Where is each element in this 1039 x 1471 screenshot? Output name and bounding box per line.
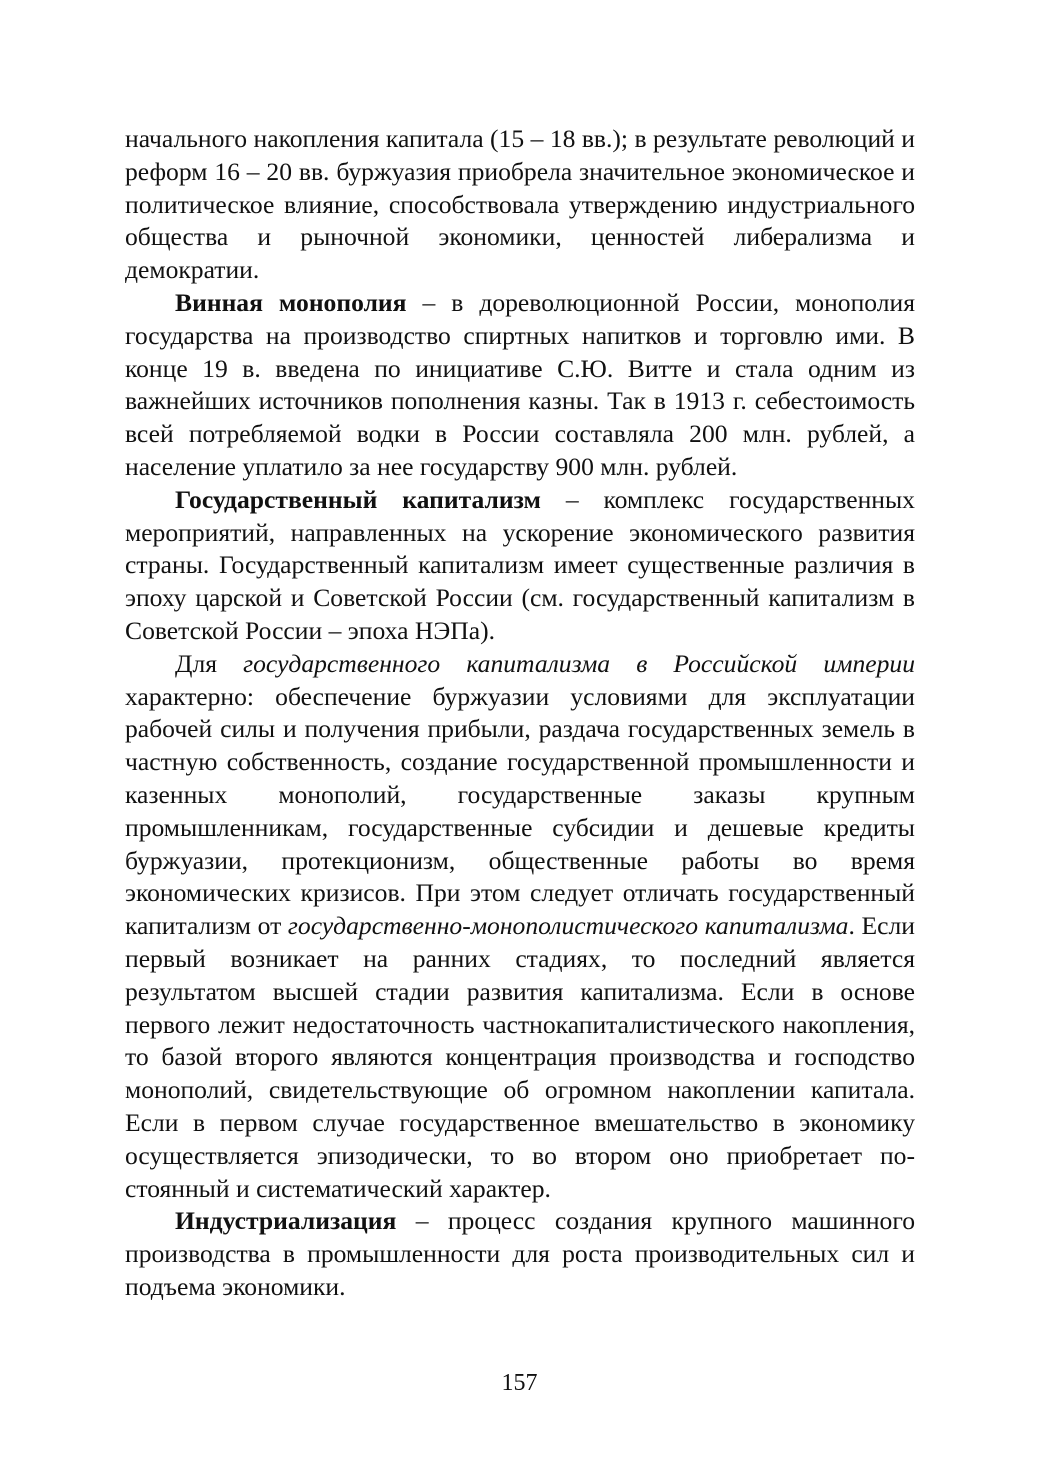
entry-definition: – в дореволюционной России, монополия государства на производство спиртных напитков и торговлю ими. В конце 19 в. введена по инициативе С.Ю. Витте и стала одним из важнейших источников пополнения казны. Так в 1913 г. себестоимость всей потребляемой водки в России составляла 200 млн. рублей, а население уплатило за нее государству 900 млн. рублей. [125, 287, 915, 481]
paragraph-state-capitalism-empire [125, 648, 915, 1206]
entry-industrialization [125, 1205, 915, 1303]
page-body [125, 123, 915, 1304]
paragraph-continuation [125, 123, 915, 287]
entry-term: Винная монополия [175, 287, 407, 317]
entry-term: Государственный капитализм [175, 484, 541, 514]
paragraph-text: . Если первый возникает на ранних стадиях, то последний является результатом высшей стадии развития капитализма. Если в основе первого лежит недостаточность частнокапиталистического накопления, то базой второго являются концентрация производства и господство монополий, свидетельствующие об огромном накоплении капитала. Если в первом случае государственное вмешательство в экономику осуществляется эпизодически, то во втором оно приобретает постоянный и систематический характер. [125, 911, 915, 1203]
entry-definition: – процесс создания крупного машинного производства в промышленности для роста производительных сил и подъема экономики. [125, 1206, 915, 1301]
entry-term: Индустриализация [175, 1206, 397, 1236]
page-number: 157 [501, 1370, 538, 1396]
paragraph-text: характерно: обеспечение буржуазии условиями для эксплуатации рабочей силы и получения прибыли, раздача государственных земель в частную собственность, создание государственной промышленности и казенных монополий, государственные заказы крупным промышленникам, государственные субсидии и дешевые кредиты буржуазии, протекционизм, общественные работы во время экономических кризисов. При этом следует отличать государственный капитализм от [125, 681, 915, 941]
italic-phrase: государственно-монополистического капитализма [287, 911, 849, 941]
entry-state-capitalism [125, 484, 915, 648]
paragraph-text: начального накопления капитала (15 – 18 вв.); в результате революций и реформ 16 – 20 вв. буржуазия приобрела значительное экономическое и политическое влияние, способствовала утверждению индустриального общества и рыночной экономики, ценностей либерализма и демократии. [125, 124, 915, 285]
italic-phrase: государственного капитализма в Российской империи [243, 648, 915, 678]
paragraph-lead: Для [175, 648, 244, 678]
entry-definition: – комплекс государственных мероприятий, направленных на ускорение экономического развития страны. Государственный капитализм имеет существенные различия в эпоху царской и Советской России (см. государственный капитализм в Советской России – эпоха НЭПа). [125, 484, 915, 645]
entry-wine-monopoly [125, 287, 915, 484]
